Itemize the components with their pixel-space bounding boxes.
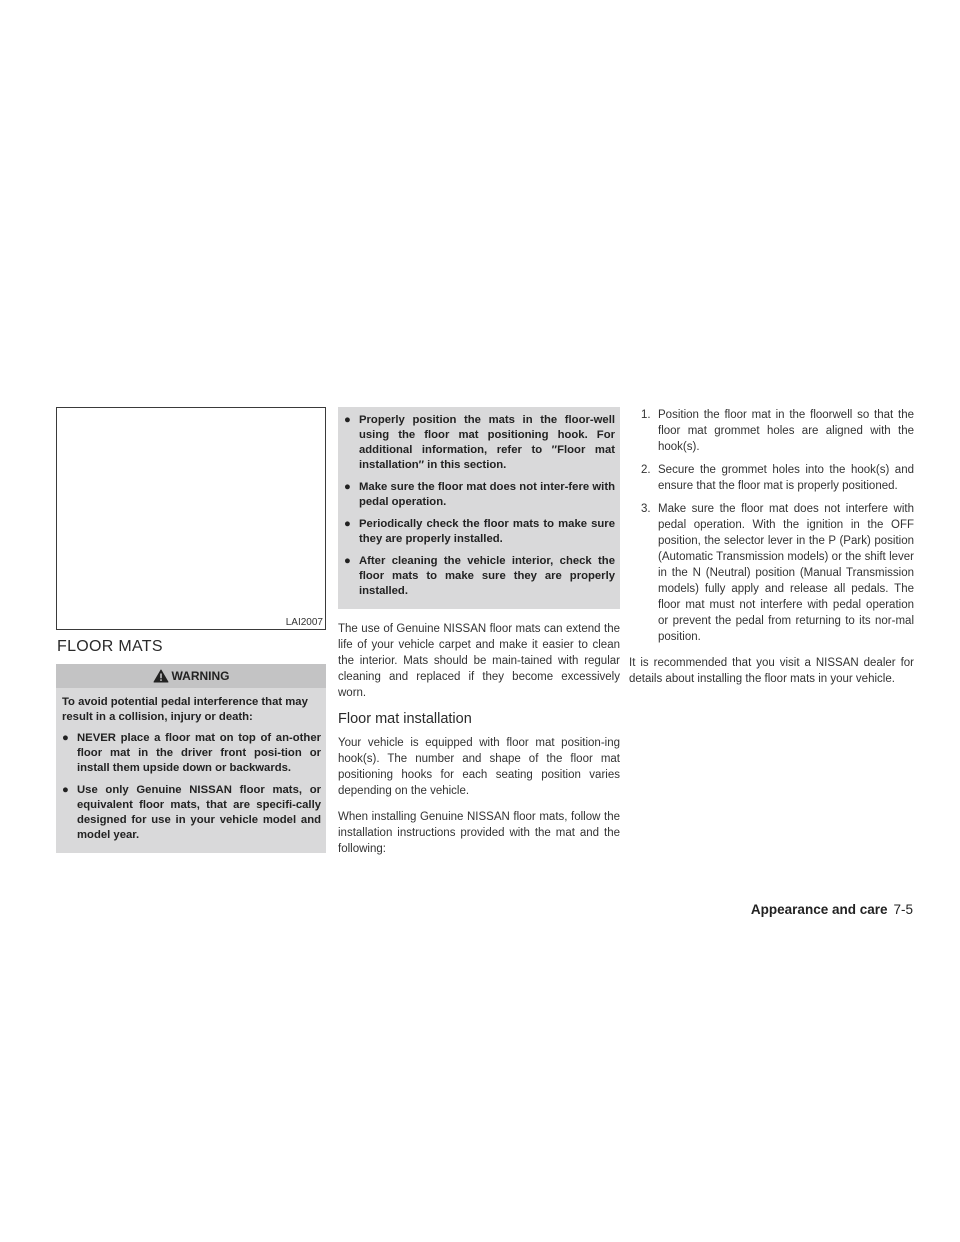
paragraph: It is recommended that you visit a NISSAN dealer for details about installing the floor mats in your vehicle. — [629, 657, 914, 685]
figure-frame — [56, 407, 326, 630]
bullet-icon: ● — [344, 481, 351, 493]
warning-list — [62, 731, 321, 843]
paragraph: When installing Genuine NISSAN floor mats, follow the installation instructions provided with the mat and the following: — [338, 811, 620, 855]
page-footer — [751, 902, 913, 917]
warning-box — [56, 664, 326, 853]
warning-header — [56, 664, 326, 688]
warning-intro: To avoid potential pedal interference that may result in a collision, injury or death: — [62, 696, 308, 723]
warning-list — [344, 413, 615, 599]
step-item: 2. Secure the grommet holes into the hook(s) and ensure that the floor mat is properly positioned. — [641, 464, 914, 492]
right-column — [629, 407, 914, 697]
page-number: 7-5 — [893, 902, 913, 917]
warning-item: ● NEVER place a floor mat on top of an-other floor mat in the driver front posi-tion or install them upside down or backwards. — [62, 732, 321, 774]
footer-section-name: Appearance and care — [750, 902, 888, 917]
warning-item: ● Properly position the mats in the floor-well using the floor mat positioning hook. For additional information, refer to ″Floor mat installation″ in this section. — [344, 414, 615, 471]
paragraph: The use of Genuine NISSAN floor mats can extend the life of your vehicle carpet and make it easier to clean the interior. Mats should be main-tained with regular cleaning and replaced if they become excessively worn. — [338, 623, 620, 699]
warning-triangle-icon — [153, 669, 169, 683]
warning-item: ● Use only Genuine NISSAN floor mats, or equivalent floor mats, that are specifi-cally designed for use in your vehicle model and model year. — [62, 784, 321, 841]
warning-box-continued — [338, 407, 620, 609]
bullet-icon: ● — [344, 555, 351, 567]
warning-item: ● Make sure the floor mat does not inter-fere with pedal operation. — [344, 481, 615, 508]
bullet-icon: ● — [344, 414, 351, 426]
bullet-icon: ● — [62, 784, 69, 796]
step-item: 3. Make sure the floor mat does not interfere with pedal operation. With the ignition in the OFF position, the selector lever in the P (Park) position (Automatic Transmission models) or the shift lever in the N (Neutral) position (Manual Transmission models) fully apply and release all pedals. The floor mat must not interfere with pedal operation or prevent the pedal from returning to its nor-mal position. — [641, 503, 914, 643]
warning-item: ● Periodically check the floor mats to make sure they are properly installed. — [344, 518, 615, 545]
step-item: 1. Position the floor mat in the floorwell so that the floor mat grommet holes are aligned with the hook(s). — [641, 409, 914, 453]
bullet-icon: ● — [344, 518, 351, 530]
figure-code: LAI2007 — [285, 617, 323, 628]
subheading: Floor mat installation — [338, 711, 472, 727]
section-title: FLOOR MATS — [57, 638, 163, 655]
warning-item: ● After cleaning the vehicle interior, check the floor mats to make sure they are properly installed. — [344, 555, 615, 597]
bullet-icon: ● — [62, 732, 69, 744]
step-list — [629, 407, 914, 645]
paragraph: Your vehicle is equipped with floor mat position-ing hook(s). The number and shape of the floor mat positioning hooks for each seating position varies depending on the vehicle. — [338, 737, 620, 797]
warning-label: WARNING — [171, 669, 230, 683]
middle-column — [338, 621, 620, 867]
